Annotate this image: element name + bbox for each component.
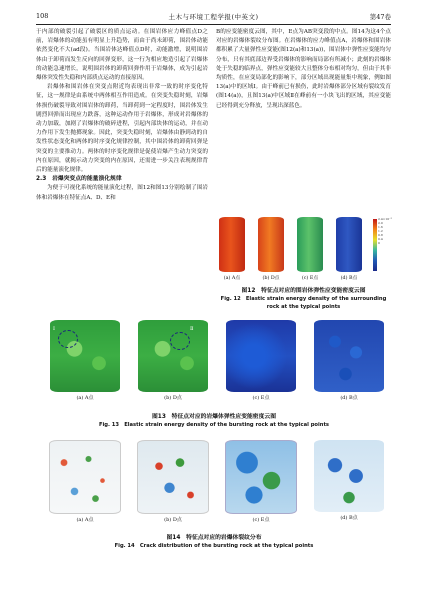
figure-panel <box>220 320 302 401</box>
section-heading: 2.3 岩爆突变点的能量演化规律 <box>36 176 122 183</box>
region-label: Ⅱ <box>190 326 194 332</box>
panel-label: (d) B点 <box>340 515 358 521</box>
panel-label: (d) B点 <box>340 395 358 401</box>
figure-13 <box>36 320 392 410</box>
figure-panel <box>294 217 326 281</box>
figure-panel <box>220 440 302 523</box>
panel-label: (c) E点 <box>301 276 319 281</box>
panel-label: (b) D点 <box>262 276 280 281</box>
crack-distribution-image <box>49 440 121 514</box>
figure-panel <box>308 320 390 401</box>
panel-label: (c) E点 <box>252 395 270 401</box>
region-marker <box>58 330 78 348</box>
crack-distribution-image <box>225 440 297 514</box>
panel-label: (b) D点 <box>164 517 182 523</box>
colorbar-ticks: 2.4×10⁻³ 2.0 1.6 1.2 0.8 0.4 0 <box>378 217 392 245</box>
energy-density-image <box>50 320 120 392</box>
figure-14-caption <box>36 534 392 550</box>
caption-cn: 图14 特征点对应的岩爆体裂纹分布 <box>166 535 262 541</box>
figure-12 <box>216 217 391 283</box>
caption-cn: 图12 特征点对应的围岩体弹性应变能密度云图 <box>241 288 366 294</box>
figure-panel <box>255 217 287 281</box>
figure-panel <box>44 440 126 523</box>
figure-panel <box>44 320 126 401</box>
panel-label: (a) A点 <box>223 276 241 281</box>
crack-distribution-image <box>137 440 209 514</box>
figure-12-caption <box>216 287 391 311</box>
figure-panel <box>216 217 248 281</box>
page-number: 108 <box>36 12 49 20</box>
energy-density-image <box>138 320 208 392</box>
energy-density-image <box>314 320 384 392</box>
caption-en: Fig. 14 Crack distribution of the bursting rock at the typical points <box>114 543 314 549</box>
region-label: Ⅰ <box>53 326 55 332</box>
caption-en: Fig. 13 Elastic strain energy density of the bursting rock at the typical points <box>98 422 330 428</box>
figure-panel <box>308 440 390 521</box>
panel-label: (c) E点 <box>252 517 270 523</box>
volume-label: 第47卷 <box>369 13 391 21</box>
caption-en: Fig. 12 Elastic strain energy density of the surrounding rock at the typical points <box>220 296 387 310</box>
paragraph: 为便于可视化系统的能量演化过程，图12和图13分别绘制了围岩体和岩爆体在特征点A、D、E和 <box>36 185 208 201</box>
figure-panel <box>132 440 214 523</box>
paragraph: 岩爆体和围岩体在突变点附近均表现出非常一致的时序变化特征，这一规律是由系统中两体相互作用造成。在突变失稳时刻，岩爆体损伤破裂导致对围岩体的卸荷，当卸荷到一定程度时，围岩体发生剧烈回弹而出现应力跌落，这种运动作用于岩爆体，形成对岩爆体的动力加载，加剧了岩爆体的破碎进程，引起内部块体的运动，并在动力作用下发生抛掷现象。因此，突变失稳时刻，岩爆体由静到动的自发性状态变化和两体的时序变化规律控制，其中围岩体的卸荷回弹是突变的主要推动力。两体的时序变化规律是促使岩爆产生动力突变的内在原因，就揭示动力突变的内在原因，还需进一步关注表现规律背后的能量演化规律。 <box>36 84 208 174</box>
paragraph: B的应变能密度云图，其中，E点为AB突变段的中点。图14为这4个点对应的岩爆体裂纹分布图。在岩爆体的应力峰值点A，岩爆体和围岩体都积累了大量弹性应变能(图12(a)和13(a))，围岩体中弹性应变能均匀分布，只有其底部边界受岩爆体的影响而局部有所减小；此刻的岩爆体处于失稳的临界点，弹性应变能较大且整体分布相对均匀，但由于其非均质性，在应变局部化的影响下，部分区域出现能量集中现象，例如图13(a)中的区域Ⅰ。由于峰前已有损伤，此时岩爆体部分区域有裂纹发育(图14(a))，且图13(a)中区域Ⅱ在峰前有一小块飞出的区域，其应变能已经得到充分释放，呈现出深蓝色。 <box>216 29 391 109</box>
right-column <box>216 28 391 111</box>
left-column <box>36 28 208 203</box>
figure-panel <box>333 217 365 281</box>
energy-density-image <box>226 320 296 392</box>
energy-cylinder-image <box>258 217 284 272</box>
panel-label: (a) A点 <box>76 517 94 523</box>
caption-cn: 图13 特征点对应的岩爆体弹性应变能密度云图 <box>151 414 276 420</box>
region-marker <box>170 332 190 350</box>
panel-label: (a) A点 <box>76 395 94 401</box>
energy-cylinder-image <box>297 217 323 272</box>
journal-title: 土木与环境工程学报(中英文) <box>168 13 259 21</box>
figure-14 <box>36 440 392 530</box>
energy-cylinder-image <box>219 217 245 272</box>
figure-13-caption <box>36 413 392 429</box>
panel-label: (d) B点 <box>340 276 358 281</box>
energy-cylinder-image <box>336 217 362 272</box>
running-header <box>36 10 391 25</box>
paragraph: 于内部的破裂引起了破裂区的质点运动。在围岩体应力峰值点D之前，岩爆体的动能虽有明显上升趋势，而由于尚未卸荷，围岩体动能依然变化不大(ad段)。当围岩体达峰值点D时，动能激增，说明围岩体由于卸荷而发生反向的回弹变形，这一行为相应地造引起了岩爆体的动能急速增长，说明围岩体的卸荷回弹作用于岩爆体，成为引起岩爆体突发性失稳和内部质点运动的直接原因。 <box>36 29 208 82</box>
panel-label: (b) D点 <box>164 395 182 401</box>
crack-distribution-image <box>314 440 384 512</box>
colorbar <box>373 219 377 271</box>
figure-panel <box>132 320 214 401</box>
